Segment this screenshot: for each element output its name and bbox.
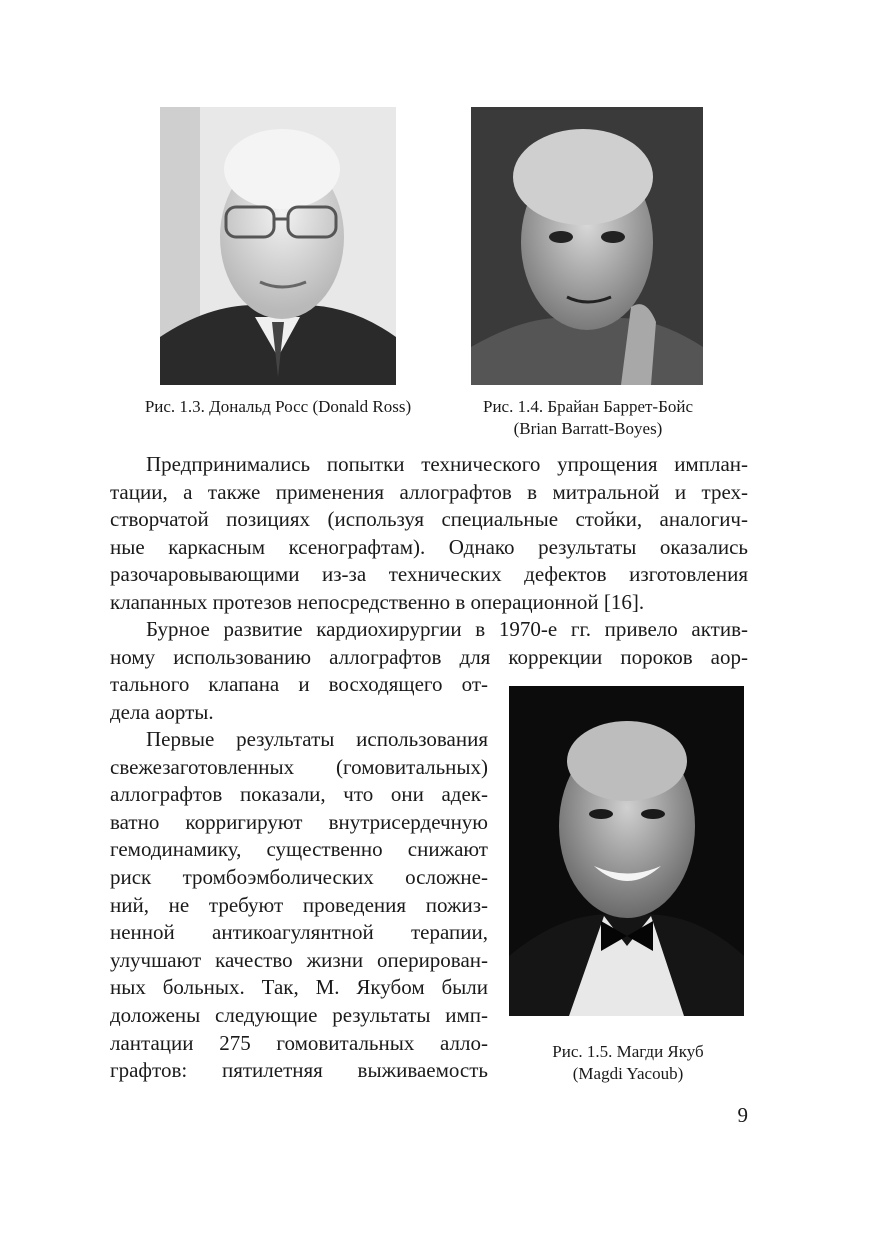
caption-line: Рис. 1.4. Брайан Баррет-Бойс: [483, 397, 693, 416]
caption-line: (Brian Barratt-Boyes): [513, 419, 663, 438]
text-line: ватно корригируют внутрисердечную: [110, 809, 488, 834]
figure-caption-1-4: [440, 396, 736, 440]
body-paragraph-2: [110, 616, 748, 671]
body-paragraph-1: [110, 451, 748, 617]
figure-caption-1-3: [110, 396, 446, 418]
page-number: 9: [737, 1103, 748, 1127]
text-line: гемодинамику, существенно снижают: [110, 837, 488, 862]
text-line: свежезаготовленных (гомовитальных): [110, 754, 488, 779]
text-line: аллографтов показали, что они адек-: [110, 782, 488, 807]
text-line: доложены следующие результаты имп-: [110, 1002, 488, 1027]
body-paragraph-3: [110, 726, 488, 1085]
text-line: Предпринимались попытки технического упрощения имплан-: [146, 452, 748, 476]
text-line: створчатой позициях (используя специальные стойки, аналогич-: [110, 507, 748, 532]
caption-line: Рис. 1.5. Магди Якуб: [552, 1042, 704, 1061]
text-line: графтов: пятилетняя выживаемость: [110, 1058, 488, 1083]
text-line: Бурное развитие кардиохирургии в 1970-е гг. привело актив-: [146, 617, 748, 641]
text-line: ному использованию аллографтов для коррекции пороков аор-: [110, 644, 748, 669]
text-line: тации, а также применения аллографтов в митральной и трех-: [110, 479, 748, 504]
text-line: клапанных протезов непосредственно в операционной [16].: [110, 589, 645, 614]
text-line: ных больных. Так, М. Якубом были: [110, 975, 488, 1000]
figure-caption-1-5: [500, 1041, 756, 1085]
text-line: улучшают качество жизни оперирован-: [110, 947, 488, 972]
caption-line: Рис. 1.3. Дональд Росс (Donald Ross): [144, 397, 412, 416]
text-line: разочаровывающими из-за технических дефектов изготовления: [110, 562, 748, 587]
text-line: лантации 275 гомовитальных алло-: [110, 1030, 488, 1055]
photo-donald-ross: [160, 107, 396, 385]
text-line: тального клапана и восходящего от-: [110, 672, 488, 696]
text-line: ные каркасным ксенографтам). Однако результаты оказались: [110, 534, 748, 559]
photo-brian-barratt-boyes: [471, 107, 703, 385]
body-paragraph-2-continued: [110, 671, 488, 726]
text-line: ний, не требуют проведения пожиз-: [110, 892, 488, 917]
text-line: дела аорты.: [110, 699, 214, 724]
text-line: ненной антикоагулянтной терапии,: [110, 920, 488, 945]
caption-line: (Magdi Yacoub): [572, 1064, 684, 1083]
text-line: риск тромбоэмболических осложне-: [110, 864, 488, 889]
photo-magdi-yacoub: [509, 686, 744, 1016]
text-line: Первые результаты использования: [146, 727, 488, 751]
